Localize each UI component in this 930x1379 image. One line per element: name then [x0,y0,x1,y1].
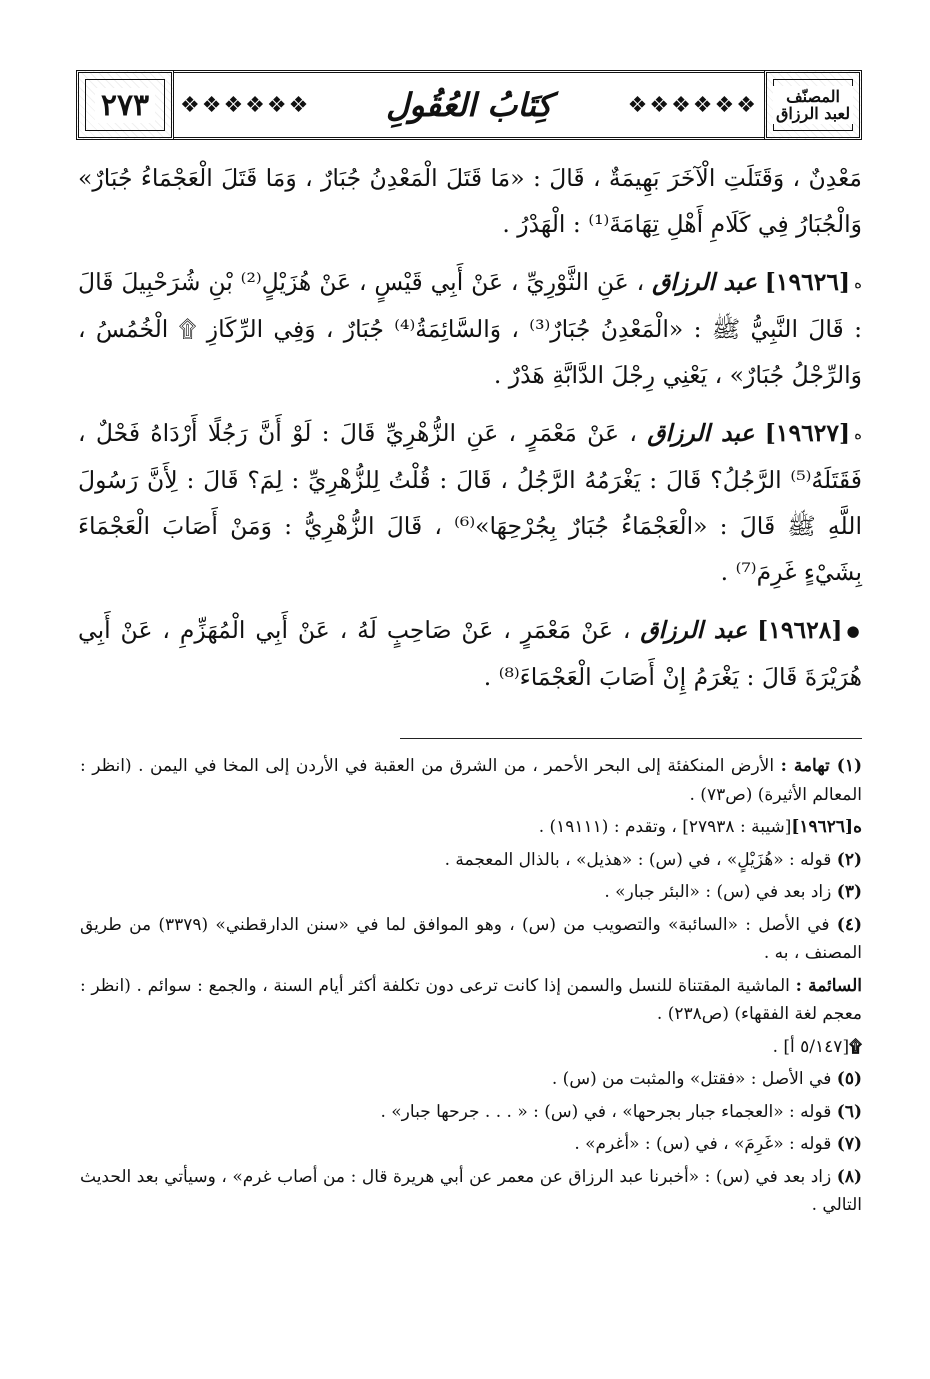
footnote-text: قوله : «العجماء جبار بجرحها» ، في (س) : « . . . جرحها جبار» . [380,1101,832,1122]
footnote-label: (٣) [836,882,862,902]
footnote [80,813,862,842]
footnote [80,1033,862,1062]
footnote [80,972,862,1029]
hadith-text: ، عَنْ مَعْمَرٍ ، عَنِ الزُّهْرِيِّ قَالَ : لَوْ أَنَّ رَجُلًا أَرْدَاهُ فَحْلٌ ، فَقَتَلَهُ⁽⁵⁾ الرَّجُلُ؟ قَالَ : يَغْرَمُهُ الرَّجُلُ ، قَالَ : قُلْتُ لِلزُّهْرِيِّ : لِمَ؟ قَالَ : لِأَنَّ رَسُولَ اللَّهِ ﷺ قَالَ : «الْعَجْمَاءُ جُبَارٌ بِجُرْحِهَا»⁽⁶⁾ ، قَالَ الزُّهْرِيُّ : وَمَنْ أَصَابَ الْعَجْمَاءَ بِشَيْءٍ غَرِمَ⁽⁷⁾ . [78,419,862,586]
footnote [80,1130,862,1159]
footnote-text: زاد بعد في (س) : «أخبرنا عبد الرزاق عن معمر عن أبي هريرة قال : من أصاب غرم» ، وسيأتي بعد الحديث التالي . [80,1166,862,1215]
main-text [78,155,862,712]
footnote-text: [شيبة : ٢٧٩٣٨] ، وتقدم : (١٩١١١) . [538,817,792,837]
footnote-label: (٢) [836,849,862,870]
source-title-line2: لعبد الرزاق [775,104,851,123]
footnote-text: زاد بعد في (س) : «البئر جبار» . [604,882,832,902]
source-title [773,86,853,124]
footnote-label: (٥) [836,1069,862,1089]
footnote-divider [400,738,862,739]
footnote-text: قوله : «غَرِمَ» ، في (س) : «أغرم» . [574,1134,832,1154]
page-number: ٢٧٣ [95,88,155,123]
footnote-label: السائمة : [795,975,863,996]
folio-marker-icon: ۩ [849,1036,862,1057]
hadith-number: [١٩٦٢٧] [764,419,851,447]
hadith-author: عبد الرزاق [640,616,748,644]
source-title-box [764,70,862,140]
footnote-text: في الأصل : «السائبة» والتصويب من (س) ، وهو الموافق لما في «سنن الدارقطني» (٣٣٧٩) من طريق المصنف ، به . [80,914,862,963]
header-band [174,70,764,140]
footnotes [80,752,862,1224]
footnote [80,911,862,968]
footnote-text: قوله : «هُزَيْلٍ» ، في (س) : «هذيل» ، بالذال المعجمة . [444,849,832,870]
paragraph-text: مَعْدِنٌ ، وَقَتَلَتِ الْآخَرَ بَهِيمَةٌ ، قَالَ : «مَا قَتَلَ الْمَعْدِنُ جُبَارٌ ، وَمَا قَتَلَ الْعَجْمَاءُ جُبَارٌ» وَالْجُبَارُ فِي كَلَامِ أَهْلِ تِهَامَةَ⁽¹⁾ : الْهَدْرُ . [78,164,862,238]
footnote-text: الماشية المقتناة للنسل والسمن إذا كانت ترعى دون تكلفة أكثر أيام السنة ، والجمع : سوائم . (انظر : معجم لغة الفقهاء) (ص٢٣٨) . [80,975,862,1024]
chapter-title: كِتَابُ العُقُولِ [386,86,552,124]
footnote [80,846,862,875]
hadith-text: ، عَنِ الثَّوْرِيِّ ، عَنْ أَبِي قَيْسٍ ، عَنْ هُزَيْلٍ⁽²⁾ بْنِ شُرَحْبِيلَ قَالَ : قَالَ النَّبِيُّ ﷺ : «الْمَعْدِنُ جُبَارٌ⁽³⁾ ، وَالسَّائِمَةُ⁽⁴⁾ جُبَارٌ ، وَفِي الرِّكَازِ ۩ الْخُمُسُ ، وَالرِّجْلُ جُبَارٌ» ، يَعْنِي رِجْلَ الدَّابَّةِ هَدْرٌ . [78,268,862,389]
hadith-paragraph [78,410,862,595]
ornament-icon: ❖❖❖❖❖❖ [180,92,311,118]
footnote-label: (٦) [836,1101,862,1122]
hadith-paragraph [78,259,862,398]
paragraph [78,155,862,247]
hadith-text: ، عَنْ مَعْمَرٍ ، عَنْ صَاحِبٍ لَهُ ، عَنْ أَبِي الْمُهَزِّمِ ، عَنْ أَبِي هُرَيْرَةَ قَالَ : يَغْرَمُ إِنْ أَصَابَ الْعَجْمَاءَ⁽⁸⁾ . [78,616,862,691]
footnote-label: (١) تهامة : [780,756,863,776]
hadith-number: [١٩٦٢٨] [757,616,843,644]
page-number-box [76,70,174,140]
footnote [80,878,862,907]
footnote-label: (٨) [836,1166,862,1187]
hadith-marker-icon: ه [854,425,862,443]
footnote-label: (٤) [836,914,863,935]
footnote [80,1098,862,1127]
ornament-icon: ❖❖❖❖❖❖ [627,92,758,118]
hadith-author: عبد الرزاق [647,419,755,447]
hadith-author: عبد الرزاق [652,268,757,296]
footnote [80,752,862,809]
hadith-marker-icon: ه [854,274,862,292]
footnote-text: في الأصل : «فقتل» والمثبت من (س) . [551,1069,832,1089]
footnote-text: [٥/١٤٧ أ] . [772,1036,850,1057]
footnote-text: الأرض المنكفئة إلى البحر الأحمر ، من الشرق من العقبة في الأردن إلى المخا في اليمن . (انظر : المعالم الأثيرة) (ص٧٣) . [80,756,862,805]
source-title-line1: المصنّف [786,87,840,106]
hadith-paragraph [78,607,862,700]
footnote-label: ه[١٩٦٢٦] [791,817,862,837]
page-header [76,70,862,140]
footnote-label: (٧) [836,1134,862,1154]
hadith-marker-icon: ● [846,622,862,640]
footnote [80,1163,862,1220]
hadith-number: [١٩٦٢٦] [764,268,851,296]
footnote [80,1065,862,1094]
